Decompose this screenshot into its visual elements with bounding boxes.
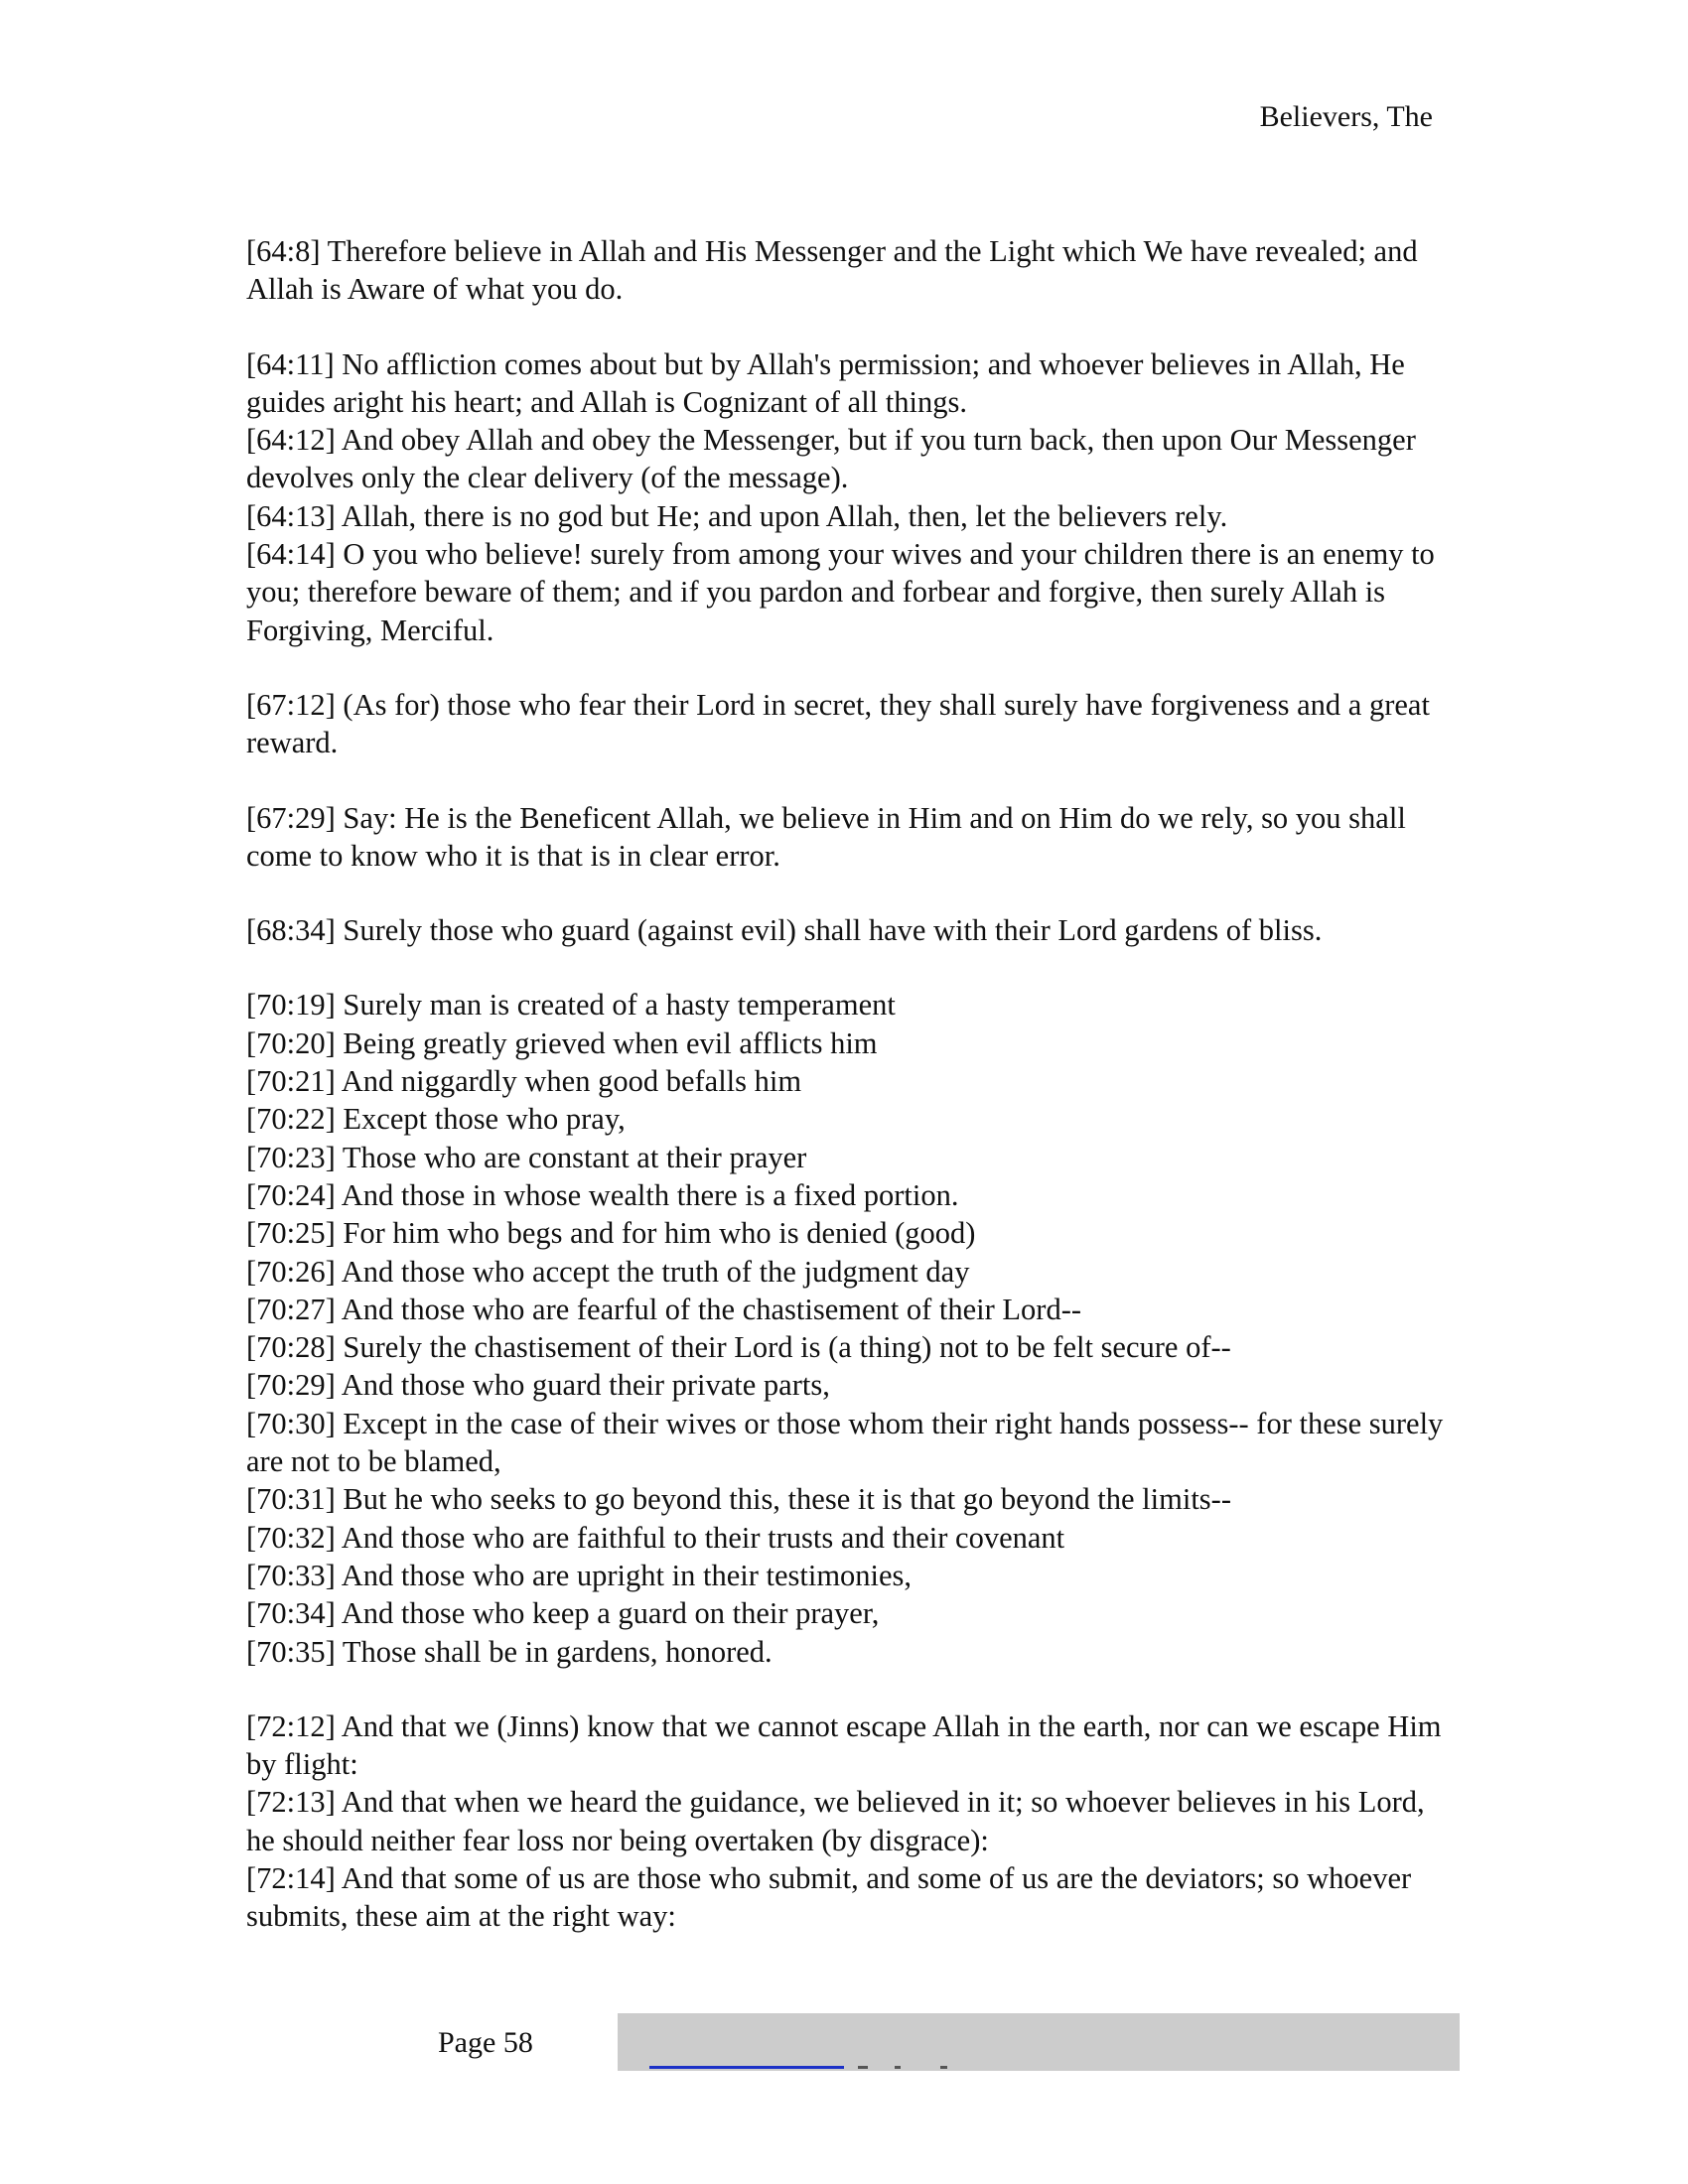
verse-group [246, 986, 1458, 1670]
footer-banner [618, 2013, 1460, 2071]
verse-text: [72:12] And that we (Jinns) know that we cannot escape Allah in the earth, nor can we escape Him by flight: [246, 1708, 1450, 1782]
footer-dot-mark [858, 2066, 868, 2069]
footer-dot-mark [895, 2066, 901, 2069]
verse-text: [70:28] Surely the chastisement of their Lord is (a thing) not to be felt secure of-- [246, 1330, 1231, 1365]
document-body [246, 232, 1458, 1973]
verse-text: [70:29] And those who guard their private parts, [246, 1368, 830, 1403]
verse-text: [64:12] And obey Allah and obey the Messenger, but if you turn back, then upon Our Messenger devolves only the clear delivery (of the message). [246, 423, 1424, 495]
verse-text: [70:34] And those who keep a guard on their prayer, [246, 1596, 880, 1631]
verse-group [246, 345, 1458, 649]
verse-text: [68:34] Surely those who guard (against evil) shall have with their Lord gardens of bliss. [246, 913, 1323, 948]
page-header-title: Believers, The [1259, 100, 1433, 133]
verse-text: [70:35] Those shall be in gardens, honored. [246, 1634, 773, 1669]
verse-text: [70:24] And those in whose wealth there is a fixed portion. [246, 1177, 959, 1212]
verse-text: [70:25] For him who begs and for him who is denied (good) [246, 1216, 976, 1251]
verse-group [246, 799, 1458, 876]
verse-text: [70:30] Except in the case of their wives or those whom their right hands possess-- for these surely are not to be blamed, [246, 1406, 1451, 1479]
page-number: Page 58 [438, 2026, 533, 2059]
verse-group [246, 1707, 1458, 1936]
verse-text: [72:14] And that some of us are those who submit, and some of us are the deviators; so whoever submits, these aim at the right way: [246, 1860, 1419, 1934]
verse-text: [67:29] Say: He is the Beneficent Allah, we believe in Him and on Him do we rely, so you shall come to know who it is that is in clear error. [246, 800, 1414, 873]
verse-text: [64:11] No affliction comes about but by Allah's permission; and whoever believes in Allah, He guides aright his heart; and Allah is Cognizant of all things. [246, 346, 1413, 419]
footer-link-underline[interactable] [649, 2066, 844, 2069]
verse-text: [72:13] And that when we heard the guidance, we believed in it; so whoever believes in his Lord, he should neither fear loss nor being overtaken (by disgrace): [246, 1785, 1433, 1857]
verse-text: [70:27] And those who are fearful of the chastisement of their Lord-- [246, 1292, 1082, 1326]
verse-group [246, 232, 1458, 309]
verse-text: [70:32] And those who are faithful to their trusts and their covenant [246, 1520, 1065, 1555]
verse-text: [67:12] (As for) those who fear their Lord in secret, they shall surely have forgiveness and a great reward. [246, 687, 1438, 760]
verse-text: [70:26] And those who accept the truth of the judgment day [246, 1254, 970, 1289]
verse-group [246, 686, 1458, 762]
page-footer [0, 2013, 1688, 2073]
verse-text: [64:8] Therefore believe in Allah and His Messenger and the Light which We have revealed; and Allah is Aware of what you do. [246, 234, 1424, 307]
verse-text: [70:22] Except those who pray, [246, 1102, 626, 1137]
footer-dot-mark [940, 2066, 947, 2069]
verse-text: [64:13] Allah, there is no god but He; and upon Allah, then, let the believers rely. [246, 498, 1228, 533]
verse-text: [70:23] Those who are constant at their prayer [246, 1140, 807, 1174]
verse-text: [70:33] And those who are upright in their testimonies, [246, 1558, 913, 1592]
verse-group [246, 911, 1458, 949]
verse-text: [70:31] But he who seeks to go beyond this, these it is that go beyond the limits-- [246, 1482, 1231, 1517]
verse-text: [70:19] Surely man is created of a hasty temperament [246, 988, 896, 1023]
verse-text: [70:21] And niggardly when good befalls him [246, 1064, 802, 1099]
verse-text: [70:20] Being greatly grieved when evil afflicts him [246, 1025, 878, 1060]
verse-text: [64:14] O you who believe! surely from among your wives and your children there is an enemy to you; therefore beware of them; and if you pardon and forbear and forgive, then surely Allah is Forgiving, Merciful. [246, 537, 1443, 647]
